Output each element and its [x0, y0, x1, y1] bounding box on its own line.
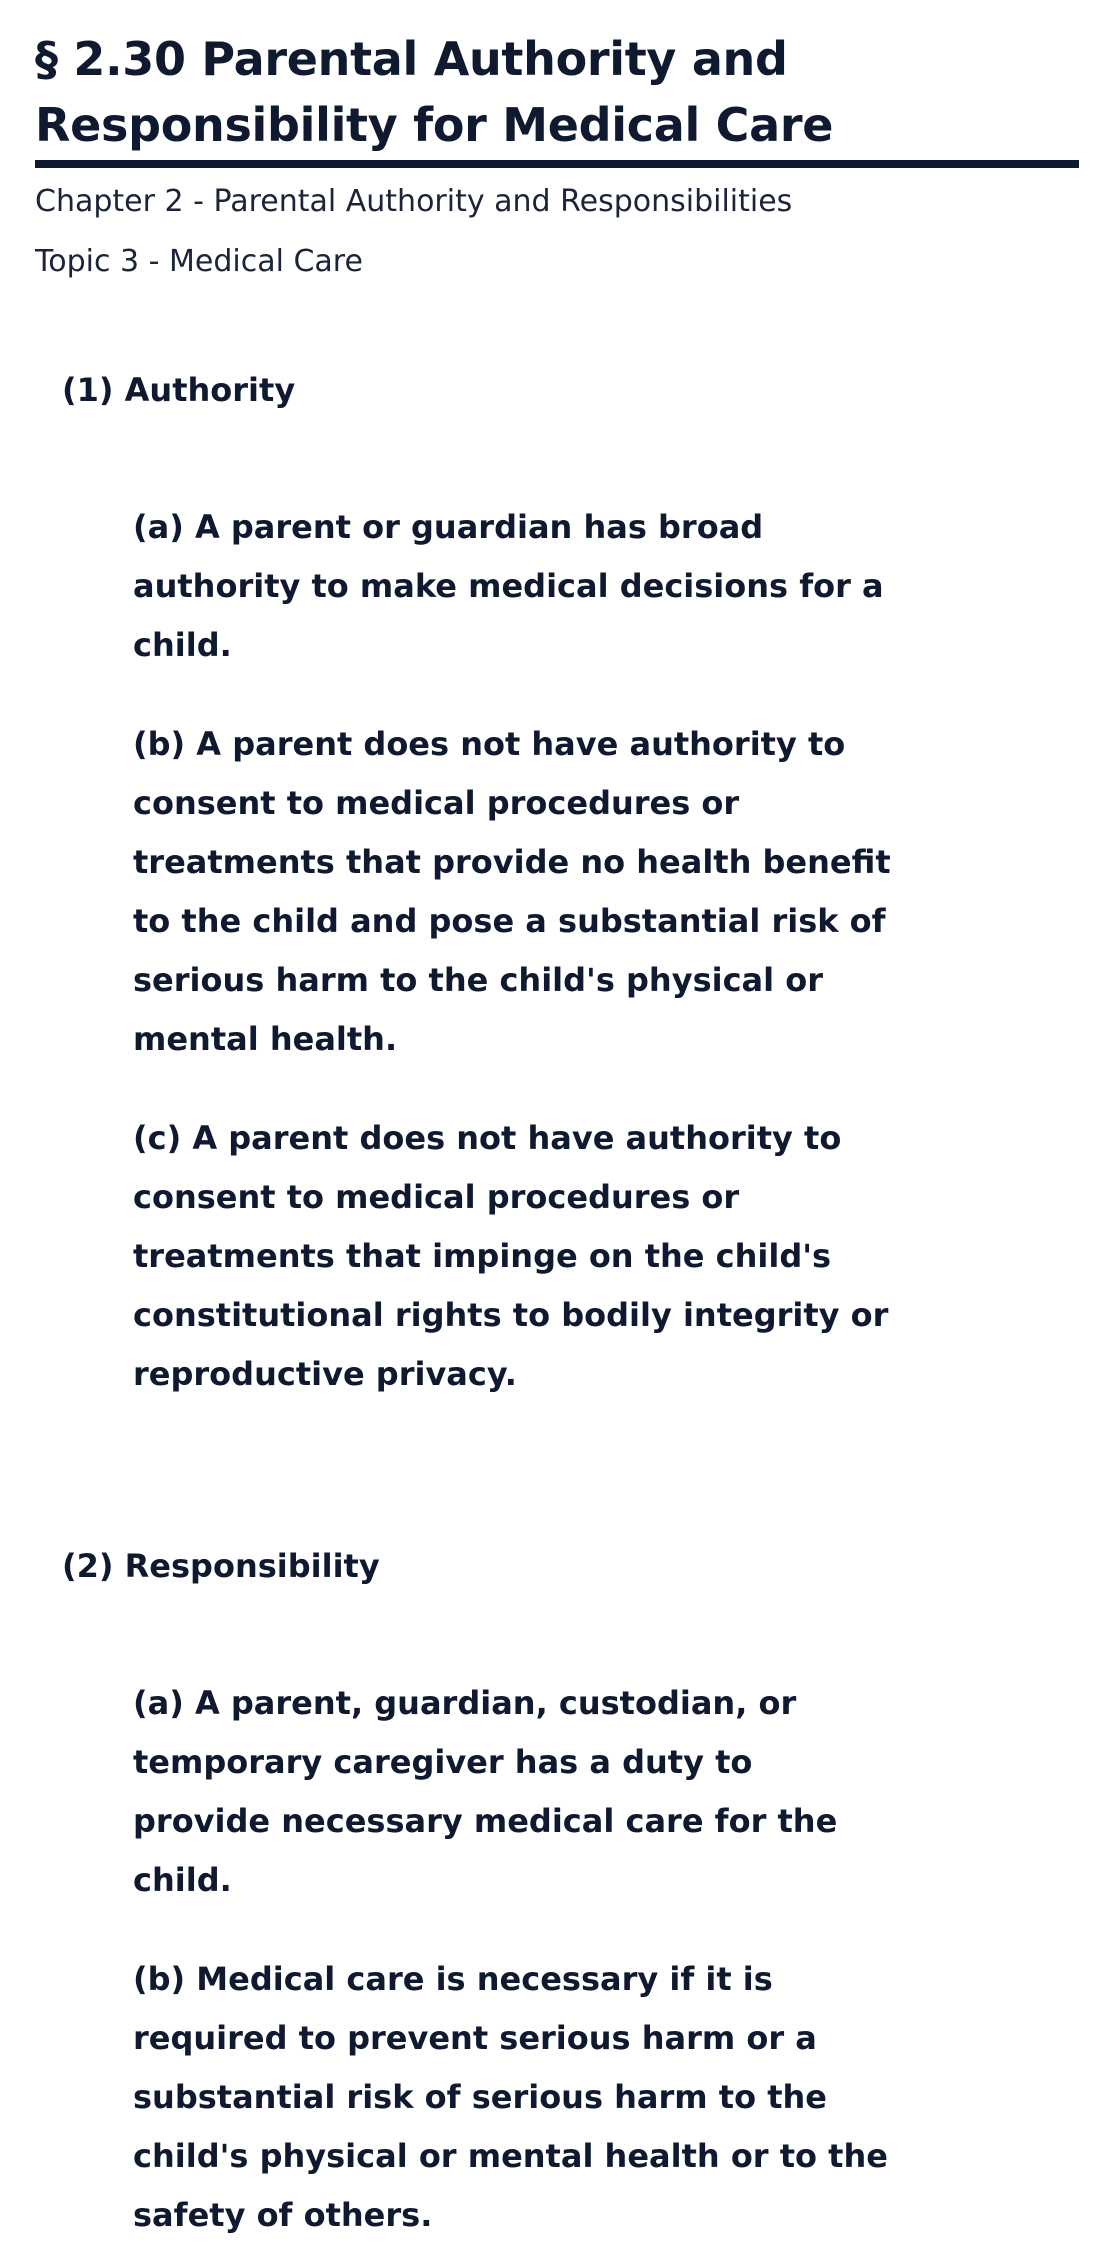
clause-list — [35, 1674, 893, 2245]
clause-list — [35, 498, 893, 1404]
chapter-label: Chapter 2 - Parental Authority and Responsibilities — [35, 184, 793, 219]
section-heading: (2) Responsibility — [62, 1547, 380, 1585]
section-responsibility — [35, 1546, 1079, 2245]
section-heading: (1) Authority — [62, 371, 296, 409]
page-title: § 2.30 Parental Authority and Responsibility for Medical Care — [35, 32, 834, 152]
clause-item: (b) Medical care is necessary if it is required to prevent serious harm or a substantial risk of serious harm to the child's physical or mental health or to the safety of others. — [133, 1960, 888, 2234]
section-authority — [35, 370, 1079, 1404]
clause-item: (c) A parent does not have authority to consent to medical procedures or treatments that impinge on the child's constitutional rights to bodily integrity or reproductive privacy. — [133, 1119, 889, 1393]
title-underline-rule — [35, 160, 1079, 168]
clause-item: (a) A parent, guardian, custodian, or temporary caregiver has a duty to provide necessary medical care for the child. — [133, 1684, 838, 1899]
clause-item: (b) A parent does not have authority to consent to medical procedures or treatments that provide no health benefit to the child and pose a substantial risk of serious harm to the child's physical or mental health. — [133, 725, 891, 1058]
clause-item: (a) A parent or guardian has broad authority to make medical decisions for a child. — [133, 508, 884, 664]
topic-label: Topic 3 - Medical Care — [35, 244, 363, 279]
